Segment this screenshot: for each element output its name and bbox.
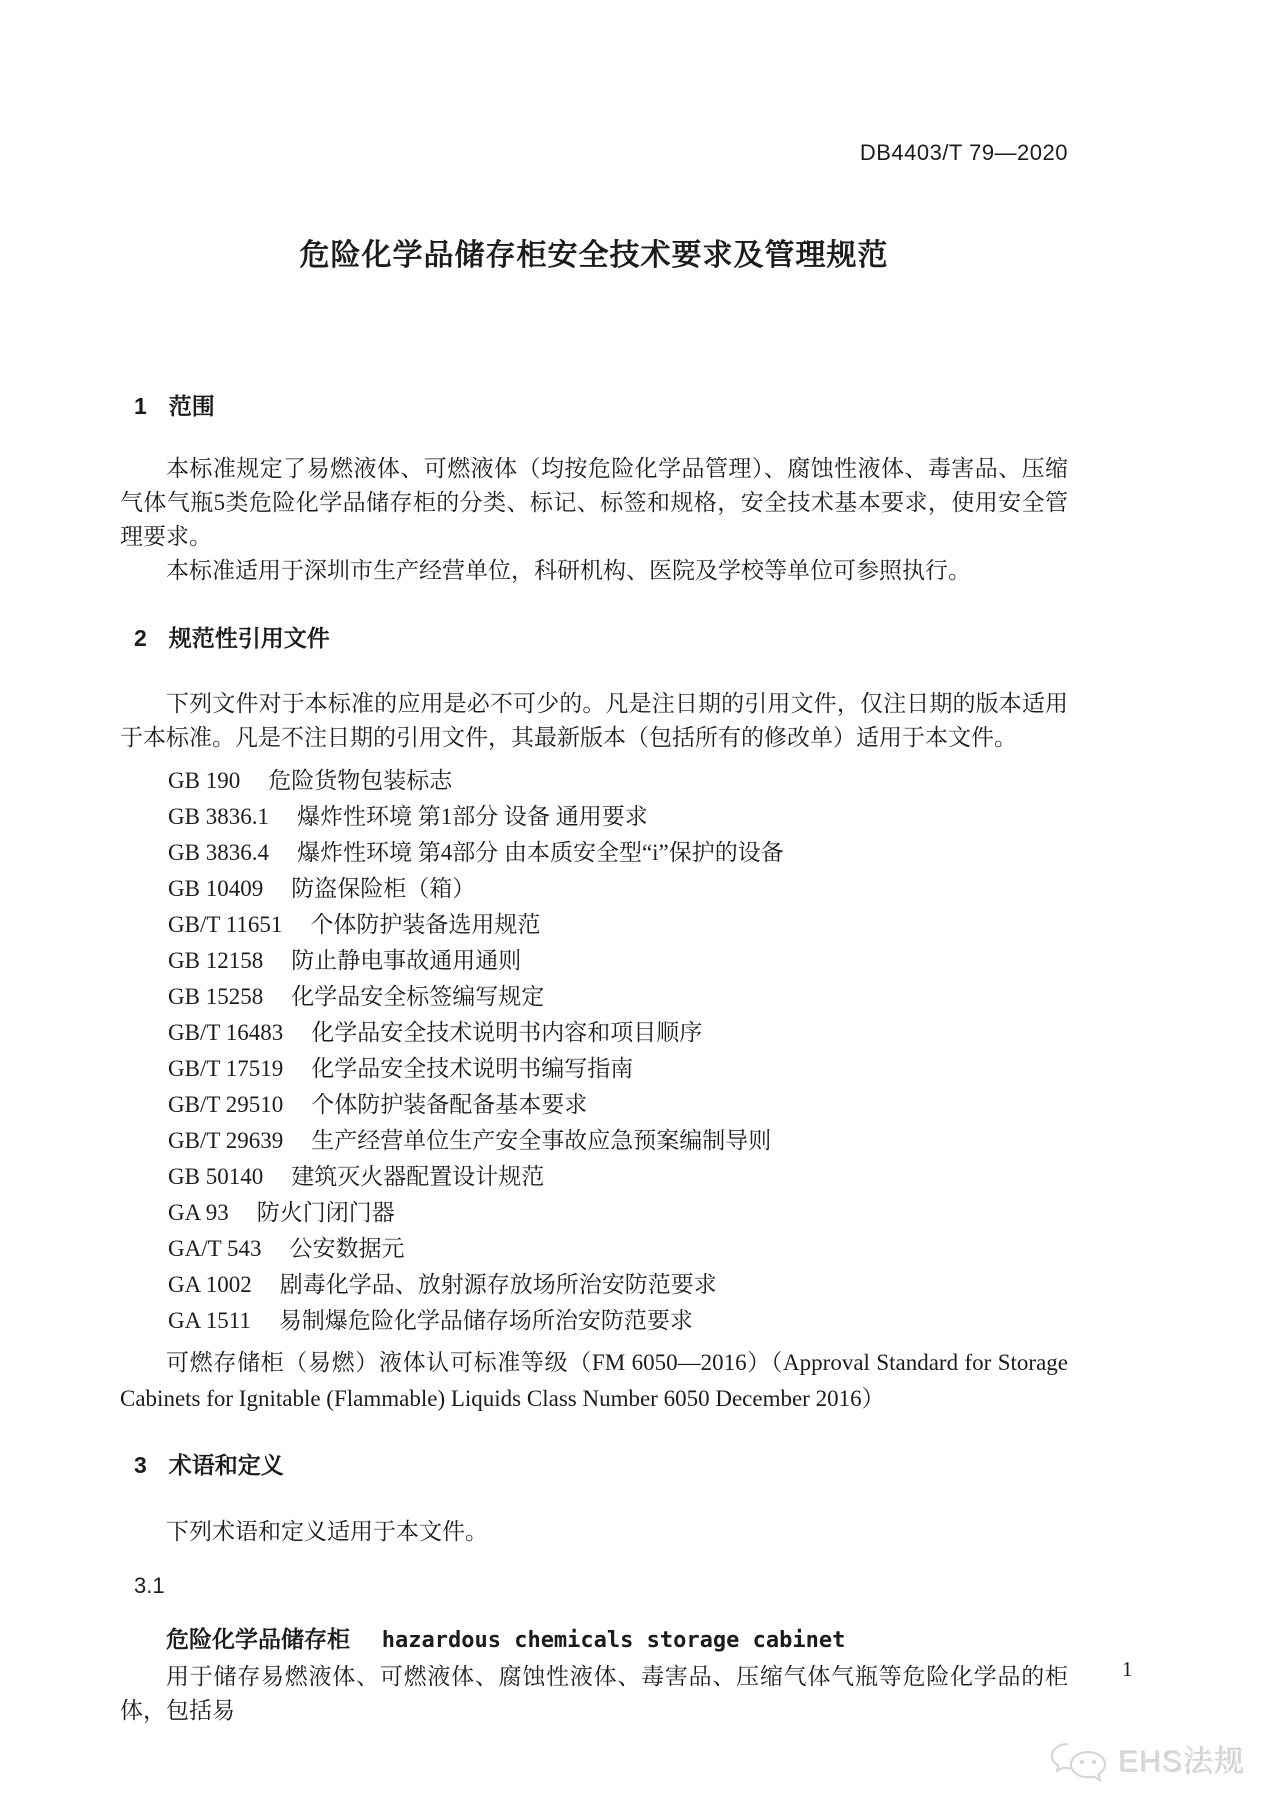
reference-code: GB 190 [168,768,241,793]
reference-title: 易制爆危险化学品储存场所治安防范要求 [278,1308,693,1333]
reference-title: 公安数据元 [289,1236,405,1261]
section-2-number: 2 [134,625,147,651]
reference-title: 建筑灭火器配置设计规范 [291,1164,545,1189]
reference-title: 个体防护装备配备基本要求 [311,1092,588,1117]
term-definition-heading [120,1623,1068,1657]
document-title: 危险化学品储存柜安全技术要求及管理规范 [299,239,889,272]
reference-title: 化学品安全技术说明书内容和项目顺序 [311,1020,703,1045]
reference-code: GA/T 543 [168,1236,262,1261]
reference-item [120,979,1068,1015]
wechat-icon [1048,1740,1110,1786]
reference-item [120,1123,1068,1159]
fm-reference: 可燃存储柜（易燃）液体认可标准等级（FM 6050—2016）（Approval Standard for Storage Cabinets for Ignitable (Flammable) Liquids Class Number 6050 December 2016） [120,1350,1068,1411]
reference-title: 爆炸性环境 第4部分 由本质安全型“i”保护的设备 [296,840,784,865]
section-1-title: 范围 [168,393,215,419]
section-2-intro: 下列文件对于本标准的应用是必不可少的。凡是注日期的引用文件，仅注日期的版本适用于本标准。凡是不注日期的引用文件，其最新版本（包括所有的修改单）适用于本文件。 [120,691,1068,750]
reference-code: GB/T 11651 [168,912,283,937]
standard-code: DB4403/T 79—2020 [859,140,1068,165]
reference-item [120,871,1068,907]
reference-title: 防盗保险柜（箱） [291,876,476,901]
reference-code: GA 1002 [168,1272,252,1297]
reference-item [120,1303,1068,1339]
term-english: hazardous chemicals storage cabinet [381,1628,846,1653]
section-1-paragraph-1: 本标准规定了易燃液体、可燃液体（均按危险化学品管理）、腐蚀性液体、毒害品、压缩气体气瓶5类危险化学品储存柜的分类、标记、标签和规格，安全技术基本要求，使用安全管理要求。 [120,456,1068,549]
reference-title: 剧毒化学品、放射源存放场所治安防范要求 [279,1272,717,1297]
reference-title: 化学品安全技术说明书编写指南 [311,1056,634,1081]
reference-item [120,943,1068,979]
reference-code: GB 50140 [168,1164,264,1189]
normative-references-list [120,763,1068,1339]
reference-code: GB 3836.4 [168,840,269,865]
watermark [1048,1740,1246,1786]
reference-item [120,1159,1068,1195]
reference-title: 爆炸性环境 第1部分 设备 通用要求 [296,804,648,829]
reference-code: GB/T 29639 [168,1128,284,1153]
page-content [120,0,1068,1728]
reference-code: GB 12158 [168,948,264,973]
reference-title: 防止静电事故通用通则 [291,948,522,973]
page-number: 1 [1122,1657,1133,1681]
section-3-heading [134,1449,1068,1481]
section-1-heading [134,390,1068,422]
reference-item [120,1195,1068,1231]
reference-title: 生产经营单位生产安全事故应急预案编制导则 [311,1128,772,1153]
reference-title: 危险货物包装标志 [268,768,453,793]
section-2-heading [134,622,1068,654]
reference-item [120,1015,1068,1051]
reference-item [120,907,1068,943]
section-2-title: 规范性引用文件 [168,625,330,651]
section-1-paragraph-2: 本标准适用于深圳市生产经营单位，科研机构、医院及学校等单位可参照执行。 [166,558,971,583]
reference-code: GA 1511 [168,1308,251,1333]
reference-code: GB 3836.1 [168,804,269,829]
reference-item [120,1087,1068,1123]
reference-item [120,835,1068,871]
term-definition-text: 用于储存易燃液体、可燃液体、腐蚀性液体、毒害品、压缩气体气瓶等危险化学品的柜体，包括易 [120,1664,1068,1723]
section-3-number: 3 [134,1452,147,1478]
reference-code: GB 15258 [168,984,264,1009]
reference-title: 防火门闭门器 [256,1200,395,1225]
reference-item [120,1267,1068,1303]
section-1-number: 1 [134,393,147,419]
reference-code: GB/T 29510 [168,1092,284,1117]
reference-item [120,1051,1068,1087]
reference-title: 个体防护装备选用规范 [310,912,541,937]
reference-item [120,763,1068,799]
reference-title: 化学品安全标签编写规定 [291,984,545,1009]
term-chinese: 危险化学品储存柜 [166,1626,350,1652]
watermark-label: EHS法规 [1119,1746,1246,1779]
subsection-3-1-number: 3.1 [134,1573,165,1598]
reference-code: GB 10409 [168,876,264,901]
reference-item [120,1231,1068,1267]
reference-code: GB/T 16483 [168,1020,284,1045]
reference-code: GA 93 [168,1200,229,1225]
section-3-intro: 下列术语和定义适用于本文件。 [166,1519,488,1544]
reference-item [120,799,1068,835]
reference-code: GB/T 17519 [168,1056,284,1081]
section-3-title: 术语和定义 [168,1452,284,1478]
